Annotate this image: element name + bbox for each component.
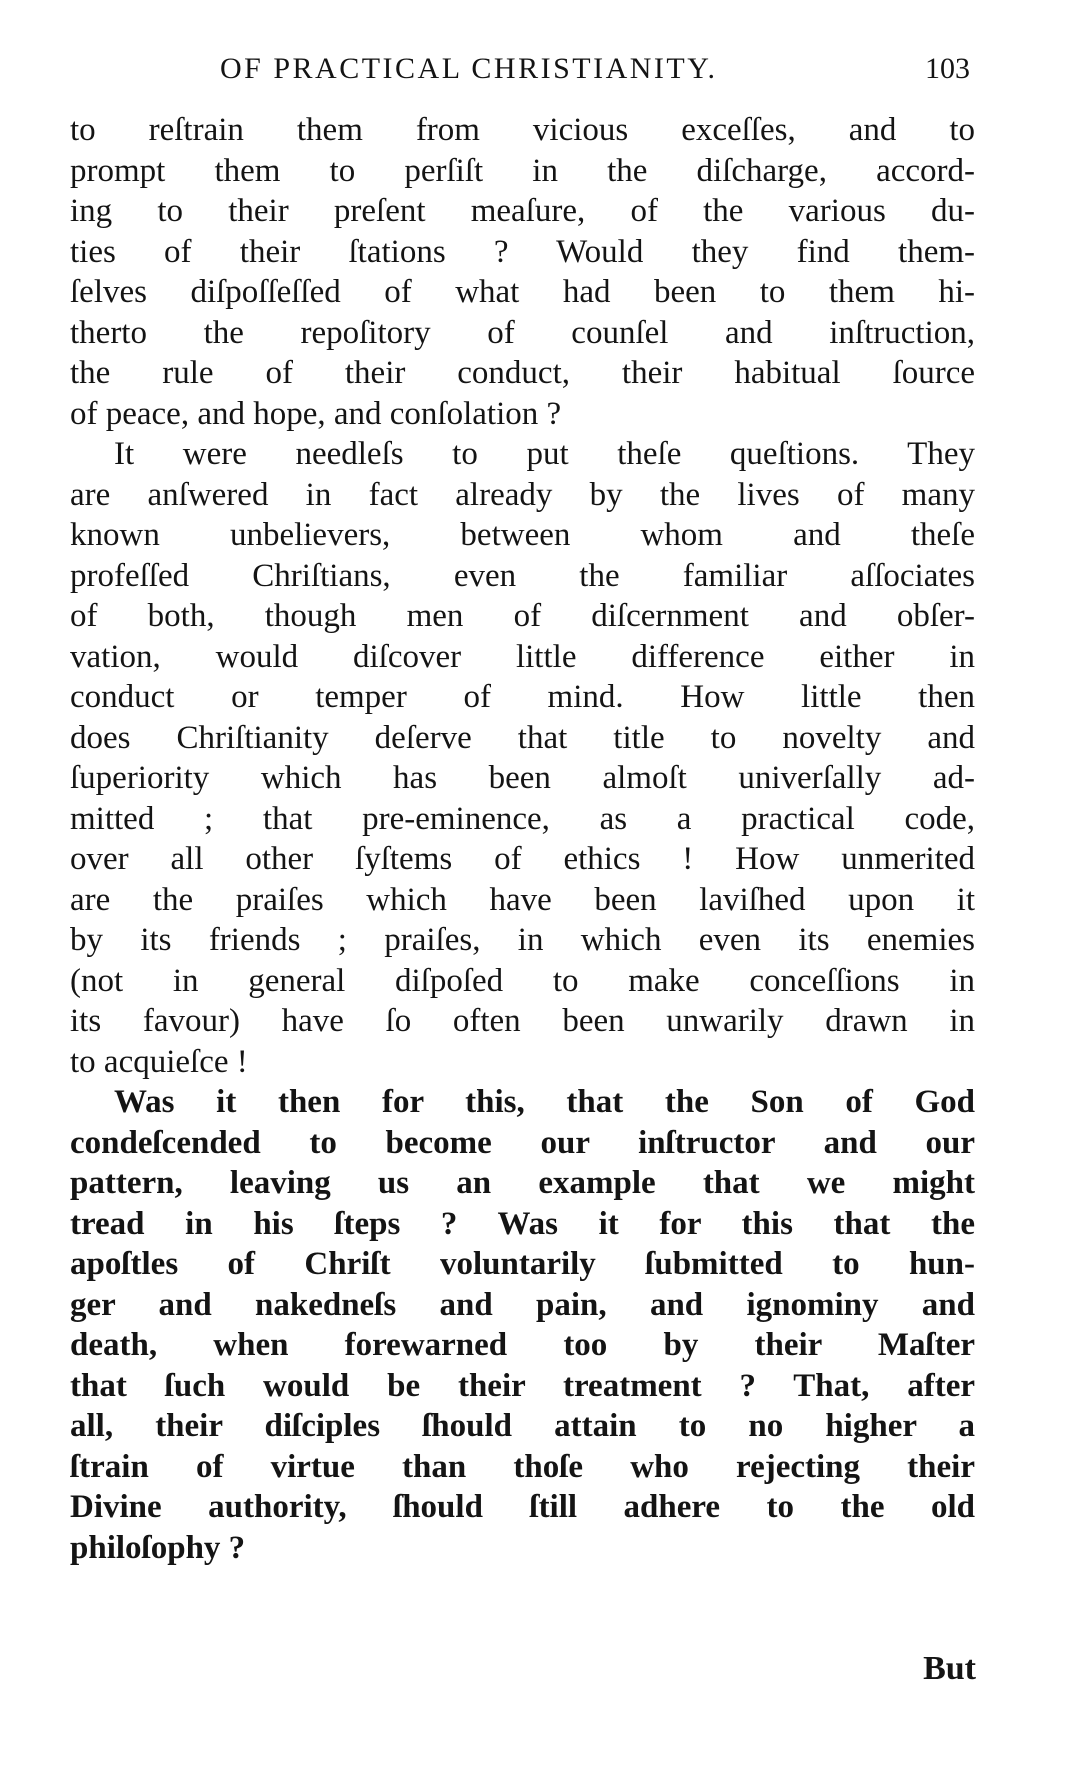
paragraph-3 bbox=[70, 1082, 975, 1568]
text-line: Divine authority, ſhould ſtill adhere to the old bbox=[70, 1489, 975, 1525]
text-line: to acquieſce ! bbox=[70, 1043, 248, 1080]
text-line: death, when forewarned too by their Maſter bbox=[70, 1327, 975, 1363]
text-line: ſuperiority which has been almoſt univerſally ad- bbox=[70, 760, 975, 796]
text-line: are anſwered in fact already by the lives of many bbox=[70, 476, 975, 513]
catchword: But bbox=[923, 1650, 976, 1687]
text-line: by its friends ; praiſes, in which even its enemies bbox=[70, 922, 975, 958]
text-line: that ſuch would be their treatment ? That, after bbox=[70, 1367, 975, 1404]
running-head bbox=[70, 52, 970, 92]
paragraph-2 bbox=[70, 434, 975, 1082]
text-line: apoſtles of Chriſt voluntarily ſubmitted to hun- bbox=[70, 1246, 975, 1282]
text-line: its favour) have ſo often been unwarily drawn in bbox=[70, 1003, 975, 1039]
text-line: (not in general diſpoſed to make conceſſions in bbox=[70, 962, 975, 999]
text-line: ſelves diſpoſſeſſed of what had been to them hi- bbox=[70, 274, 975, 310]
text-line: pattern, leaving us an example that we might bbox=[70, 1165, 975, 1201]
text-line: conduct or temper of mind. How little then bbox=[70, 679, 975, 715]
text-line: Was it then for this, that the Son of God bbox=[114, 1084, 975, 1120]
text-line: prompt them to perſiſt in the diſcharge, accord- bbox=[70, 152, 975, 189]
text-line: It were needleſs to put theſe queſtions. They bbox=[114, 436, 975, 472]
text-line: over all other ſyſtems of ethics ! How unmerited bbox=[70, 841, 975, 877]
text-line: the rule of their conduct, their habitual ſource bbox=[70, 355, 975, 391]
paragraph-1 bbox=[70, 110, 975, 434]
text-line: therto the repoſitory of counſel and inſtruction, bbox=[70, 314, 975, 351]
text-line: mitted ; that pre-eminence, as a practical code, bbox=[70, 800, 975, 837]
text-line: vation, would diſcover little difference either in bbox=[70, 638, 975, 675]
page-number: 103 bbox=[925, 52, 970, 85]
running-title: OF PRACTICAL CHRISTIANITY. bbox=[220, 52, 718, 85]
text-line: tread in his ſteps ? Was it for this that the bbox=[70, 1205, 975, 1242]
text-line: condeſcended to become our inſtructor and our bbox=[70, 1124, 975, 1161]
text-line: does Chriſtianity deſerve that title to novelty and bbox=[70, 719, 975, 756]
text-line: ing to their preſent meaſure, of the various du- bbox=[70, 193, 975, 229]
text-line: known unbelievers, between whom and theſe bbox=[70, 517, 975, 553]
text-line: ſtrain of virtue than thoſe who rejecting their bbox=[70, 1448, 975, 1485]
body-text bbox=[70, 110, 975, 1568]
text-line: profeſſed Chriſtians, even the familiar aſſociates bbox=[70, 557, 975, 594]
text-line: of both, though men of diſcernment and obſer- bbox=[70, 598, 975, 634]
text-line: ger and nakedneſs and pain, and ignominy and bbox=[70, 1286, 975, 1323]
text-line: are the praiſes which have been laviſhed upon it bbox=[70, 881, 975, 918]
text-line: philoſophy ? bbox=[70, 1529, 246, 1566]
text-line: of peace, and hope, and conſolation ? bbox=[70, 395, 562, 432]
text-line: to reſtrain them from vicious exceſſes, and to bbox=[70, 112, 975, 148]
text-line: all, their diſciples ſhould attain to no higher a bbox=[70, 1408, 975, 1444]
text-line: ties of their ſtations ? Would they find them- bbox=[70, 233, 975, 270]
